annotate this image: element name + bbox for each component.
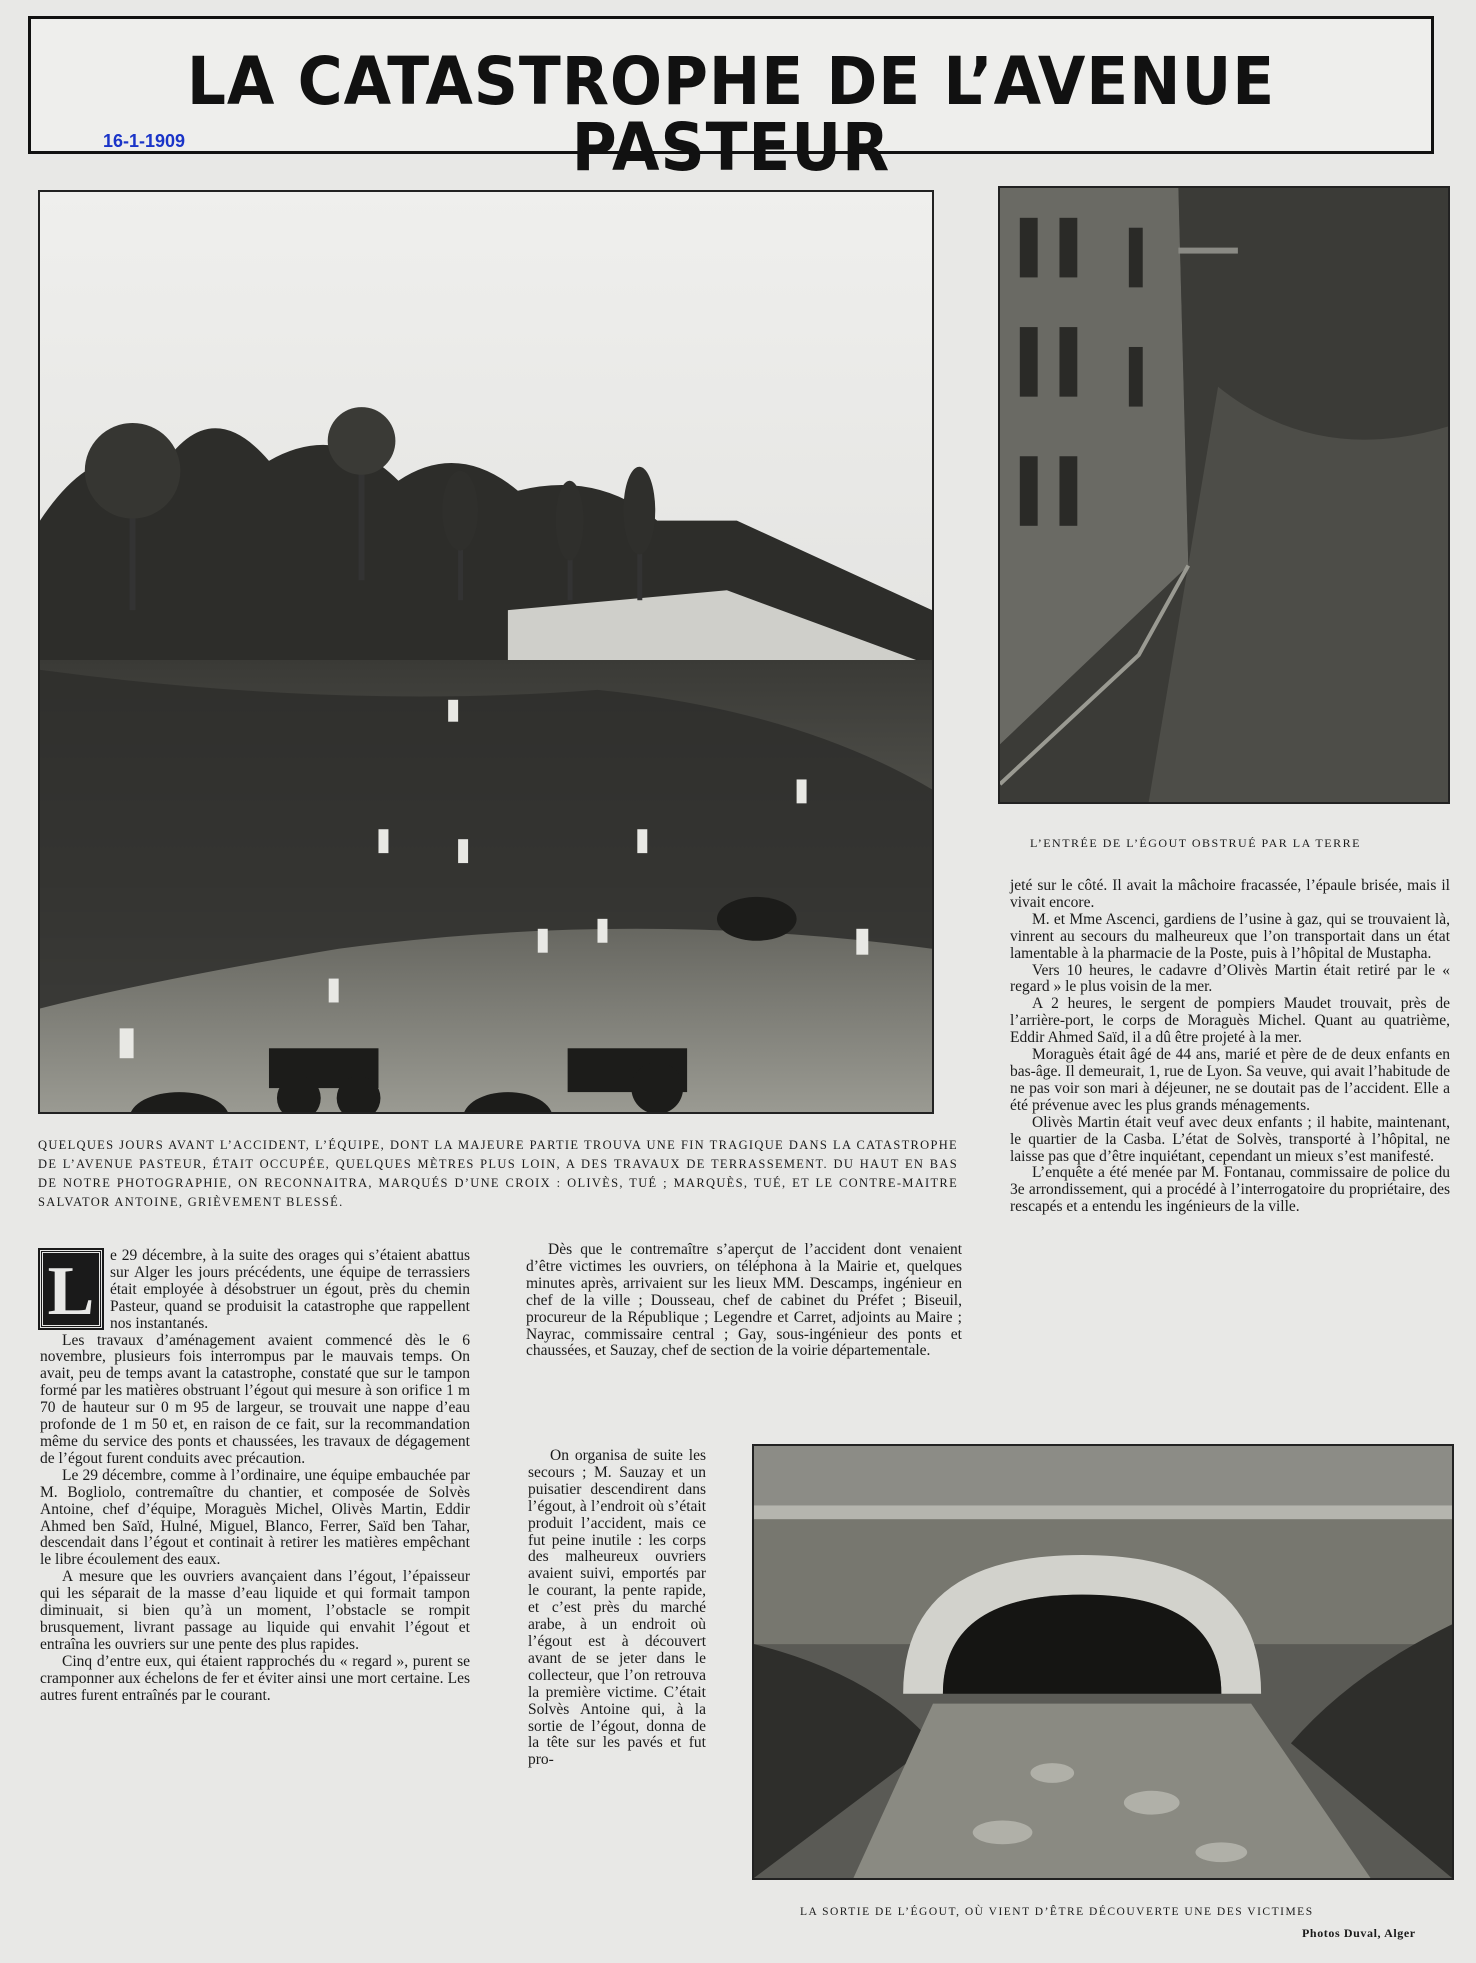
article-paragraph: Dès que le contremaître s’aperçut de l’accident dont venaient d’être victimes les ouvriers, on téléphona à la Mairie et, quelques minutes après, arrivaient sur les lieux MM. Descamps, ingénieur en chef de la ville ; Dousseau, chef de cabinet du Préfet ; Biseuil, procureur de la République ; Legendre et Carret, adjoints au Maire ; Nayrac, commissaire central ; Gay, sous-ingénieur des ponts et chaussées, et Sauzay, chef de section de la voirie départementale. bbox=[526, 1241, 962, 1360]
article-paragraph: L e 29 décembre, à la suite des orages qui s’étaient abattus sur Alger les jours précédents, une équipe de terrassiers était employée à désobstruer un égout, près du chemin Pasteur, quand se produisit la catastrophe que rappellent nos instantanés. bbox=[40, 1248, 470, 1333]
article-column-3 bbox=[1010, 878, 1450, 1216]
masthead bbox=[28, 16, 1434, 186]
article-paragraph: Moraguès était âgé de 44 ans, marié et père de de deux enfants en bas-âge. Il demeurait, 1, rue de Lyon. Sa veuve, qui avait l’habitude de ne pas voir son mari à déjeuner, ne se doutait pas de l’accident. Elle a été prévenue avec les plus grands ménagements. bbox=[1010, 1046, 1450, 1114]
dropcap: L bbox=[40, 1250, 102, 1328]
photo-sewer-entrance-image bbox=[1000, 188, 1448, 802]
article-paragraph: M. et Mme Ascenci, gardiens de l’usine à gaz, qui se trouvaient là, vinrent au secours du malheureux que l’on transportait dans un état lamentable à la pharmacie de la Poste, puis à l’hôpital de Mustapha. bbox=[1010, 910, 1450, 962]
article-paragraph: Les travaux d’aménagement avaient commencé dès le 6 novembre, plusieurs fois interrompus par le mauvais temps. On avait, peu de temps avant la catastrophe, constaté que sur le tampon formé par les matières obstruant l’égout qui mesure à son orifice 1 m 70 de hauteur sur 0 m 95 de largeur, se trouvait une nappe d’eau profonde de 1 m 50 et, en raison de ce fait, sur la recommandation même du service des ponts et chaussées, les travaux de dégagement de l’égout furent conduits avec précaution. bbox=[40, 1331, 470, 1467]
photo-credit: Photos Duval, Alger bbox=[1302, 1926, 1416, 1940]
article-paragraph: jeté sur le côté. Il avait la mâchoire fracassée, l’épaule brisée, mais il vivait encore. bbox=[1010, 877, 1450, 911]
caption-sewer-exit: LA SORTIE DE L’ÉGOUT, OÙ VIENT D’ÊTRE DÉCOUVERTE UNE DES VICTIMES bbox=[800, 1906, 1314, 1918]
article-column-1 bbox=[40, 1248, 470, 1704]
photo-sewer-exit-image bbox=[754, 1446, 1452, 1878]
photo-sewer-exit bbox=[752, 1444, 1454, 1880]
caption-earthworks: QUELQUES JOURS AVANT L’ACCIDENT, L’ÉQUIPE, DONT LA MAJEURE PARTIE TROUVA UNE FIN TRAGIQUE DANS LA CATASTROPHE DE L’AVENUE PASTEUR, ÉTAIT OCCUPÉE, QUELQUES MÈTRES PLUS LOIN, A DES TRAVAUX DE TERRASSEMENT. DU HAUT EN BAS DE NOTRE PHOTOGRAPHIE, ON RECONNAITRA, MARQUÉS D’UNE CROIX : OLIVÈS, TUÉ ; MARQUÈS, TUÉ, ET LE CONTRE-MAITRE SALVATOR ANTOINE, GRIÈVEMENT BLESSÉ. bbox=[38, 1138, 958, 1209]
article-paragraph: Olivès Martin était veuf avec deux enfants ; il habite, maintenant, le quartier de la Casba. L’état de Solvès, transporté à l’hôpital, ne laisse pas que d’être inquiétant, cependant un mieux s’est manifesté. bbox=[1010, 1113, 1450, 1165]
photo-sewer-entrance bbox=[998, 186, 1450, 804]
photo-earthworks bbox=[38, 190, 934, 1114]
article-column-2-top bbox=[526, 1242, 962, 1360]
article-paragraph: A 2 heures, le sergent de pompiers Maudet trouvait, près de l’arrière-port, le corps de Moraguès Michel. Quant au quatrième, Eddir Ahmed Saïd, il a dû être projeté à la mer. bbox=[1010, 995, 1450, 1047]
article-paragraph: Le 29 décembre, comme à l’ordinaire, une équipe embauchée par M. Bogliolo, contremaître du chantier, et composée de Solvès Antoine, chef d’équipe, Moraguès Michel, Olivès Martin, Eddir Ahmed ben Saïd, Hulné, Miguel, Blanco, Ferrer, Saïd ben Tahar, descendait dans l’égout et continait à retirer les matières empêchant le libre écoulement des eaux. bbox=[40, 1466, 470, 1569]
page-title: LA CATASTROPHE DE L’AVENUE PASTEUR bbox=[186, 43, 1276, 186]
article-paragraph: Cinq d’entre eux, qui étaient rapprochés du « regard », purent se cramponner aux échelons de fer et éviter ainsi une mort certaine. Les autres furent entraînés par le courant. bbox=[40, 1652, 470, 1704]
caption-sewer-entrance: L’ENTRÉE DE L’ÉGOUT OBSTRUÉ PAR LA TERRE bbox=[1030, 836, 1361, 850]
photo-earthworks-image bbox=[40, 192, 932, 1112]
article-column-2-narrow bbox=[528, 1448, 706, 1769]
article-paragraph: Vers 10 heures, le cadavre d’Olivès Martin était retiré par le « regard » le plus voisin de la mer. bbox=[1010, 961, 1450, 996]
article-paragraph: L’enquête a été menée par M. Fontanau, commissaire de police du 3e arrondissement, qui a procédé à l’interrogatoire du propriétaire, des rescapés et a entendu les ingénieurs de la ville. bbox=[1010, 1164, 1450, 1216]
date-stamp: 16-1-1909 bbox=[103, 131, 186, 151]
article-paragraph: A mesure que les ouvriers avançaient dans l’égout, l’épaisseur qui les séparait de la masse d’eau liquide et qui formait tampon diminuait, si bien qu’à un moment, l’obstacle se rompit brusquement, livrant passage au liquide qui envahit l’égout et entraîna les ouvriers sur une pente des plus rapides. bbox=[40, 1568, 470, 1653]
article-paragraph: On organisa de suite les secours ; M. Sauzay et un puisatier descendirent dans l’égout, à l’endroit où s’était produit l’accident, mais ce fut peine inutile : les corps des malheureux ouvriers avaient suivi, emportés par le courant, la pente rapide, et c’est près du marché arabe, à un endroit où l’égout est à découvert avant de se jeter dans le collecteur, que l’on retrouva la première victime. C’était Solvès Antoine qui, à la sortie de l’égout, donna de la tête sur les pavés et fut pro- bbox=[528, 1447, 706, 1769]
